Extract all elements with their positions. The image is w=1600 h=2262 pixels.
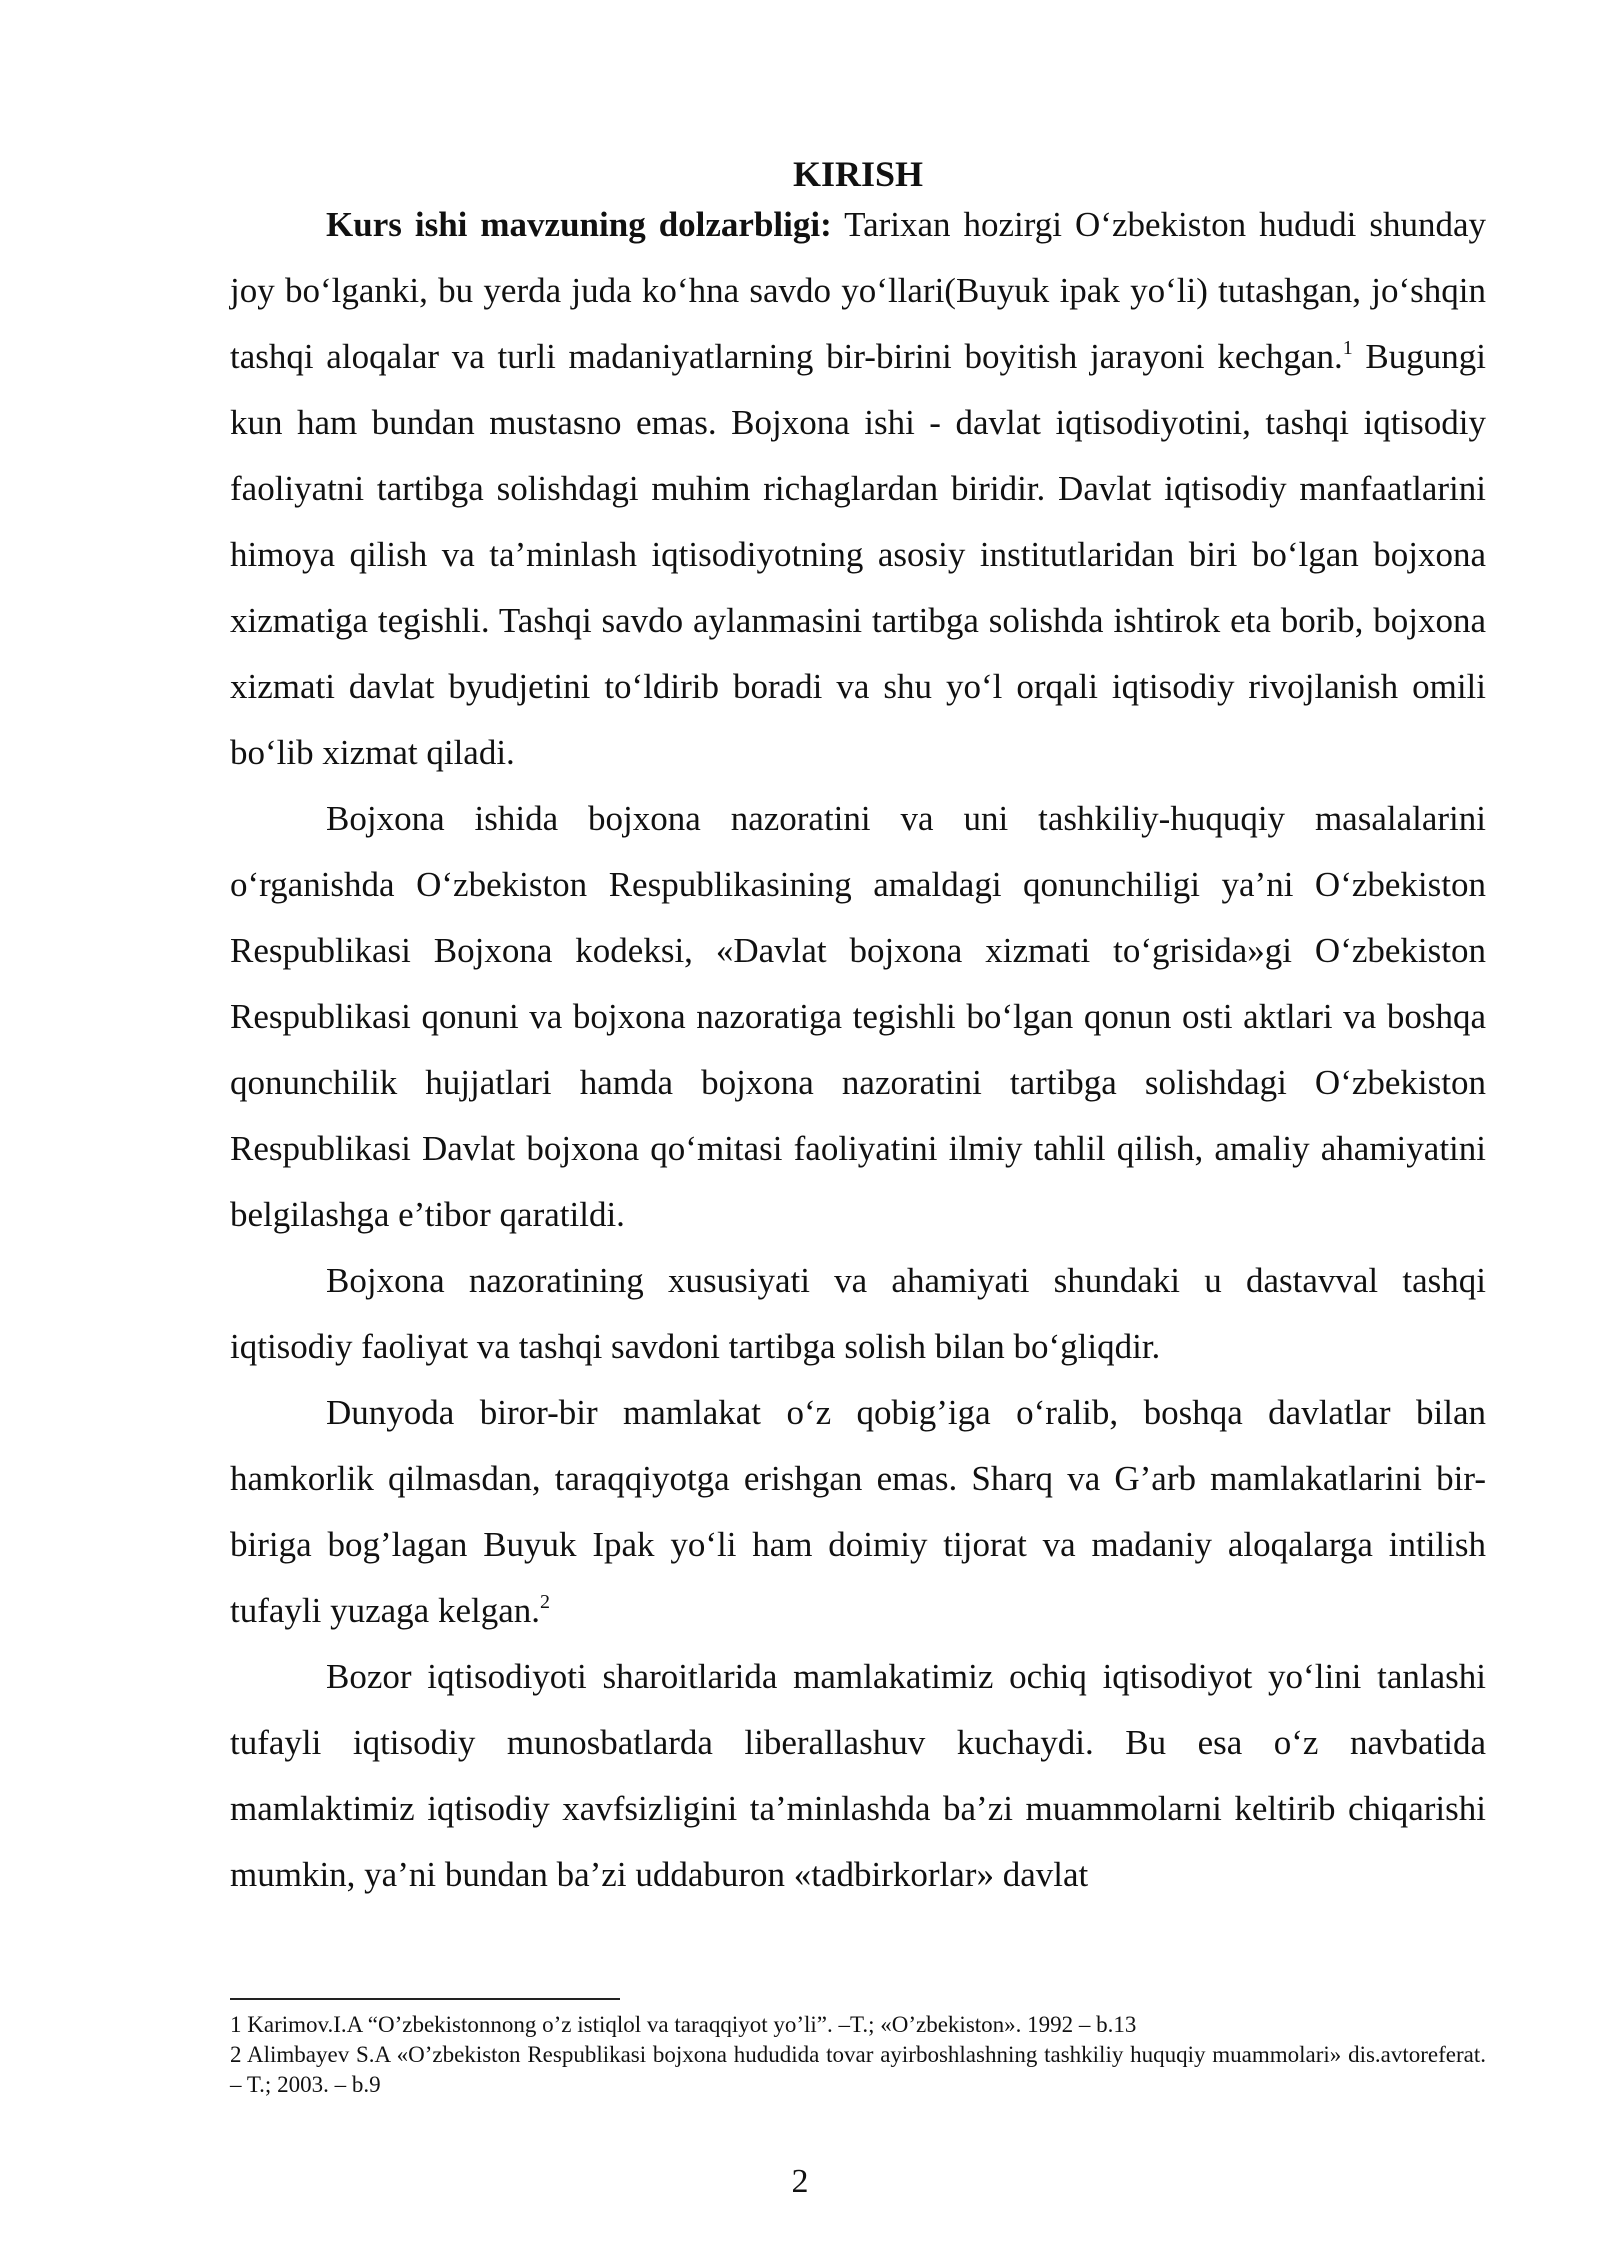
paragraph-4 bbox=[230, 1380, 1486, 1644]
paragraph-5: Bozor iqtisodiyoti sharoitlarida mamlakatimiz ochiq iqtisodiyot yo‘lini tanlashi tufayli iqtisodiy munosbatlarda liberallashuv kuchaydi. Bu esa o‘z navbatida mamlaktimiz iqtisodiy xavfsizligini ta’minlashda ba’zi muammolarni keltirib chiqarishi mumkin, ya’ni bundan ba’zi uddaburon «tadbirkorlar» davlat bbox=[230, 1657, 1486, 1894]
paragraph-text-after: Bugungi kun ham bundan mustasno emas. Bojxona ishi - davlat iqtisodiyotini, tashqi iqtisodiy faoliyatni tartibga solishdagi muhim richaglardan biridir. Davlat iqtisodiy manfaatlarini himoya qilish va ta’minlash iqtisodiyotning asosiy institutlaridan biri bo‘lgan bojxona xizmatiga tegishli. Tashqi savdo aylanmasini tartibga solishda ishtirok eta borib, bojxona xizmati davlat byudjetini to‘ldirib boradi va shu yo‘l orqali iqtisodiy rivojlanish omili bo‘lib xizmat qiladi. bbox=[230, 337, 1486, 772]
footnote-ref-1[interactable]: 1 bbox=[1342, 337, 1353, 359]
footnote-separator bbox=[230, 1998, 620, 2000]
paragraph-text: Tarixan hozirgi O‘zbekiston hududi shunday joy bo‘lganki, bu yerda juda ko‘hna savdo yo‘llari(Buyuk ipak yo‘li) tutashgan, jo‘shqin tashqi aloqalar va turli madaniyatlarning bir-birini boyitish jarayoni kechgan. bbox=[230, 205, 1486, 376]
footnote-ref-2[interactable]: 2 bbox=[540, 1591, 551, 1613]
paragraph-3: Bojxona nazoratining xususiyati va ahamiyati shundaki u dastavval tashqi iqtisodiy faoliyat va tashqi savdoni tartibga solish bilan bo‘gliqdir. bbox=[230, 1261, 1486, 1366]
page-heading: KIRISH bbox=[792, 154, 924, 194]
paragraph-lead: Kurs ishi mavzuning dolzarbligi: bbox=[326, 205, 832, 244]
footnote-2: 2 Alimbayev S.A «O’zbekiston Respublikasi bojxona hududida tovar ayirboshlashning tashkiliy huquqiy muammolari» dis.avtoreferat. – T.; 2003. – b.9 bbox=[230, 2042, 1486, 2097]
paragraph-1 bbox=[230, 192, 1486, 786]
page-number: 2 bbox=[791, 2163, 809, 2200]
paragraph-text: Dunyoda biror-bir mamlakat o‘z qobig’iga o‘ralib, boshqa davlatlar bilan hamkorlik qilmasdan, taraqqiyotga erishgan emas. Sharq va G’arb mamlakatlarini bir-biriga bog’lagan Buyuk Ipak yo‘li ham doimiy tijorat va madaniy aloqalarga intilish tufayli yuzaga kelgan. bbox=[230, 1393, 1486, 1630]
paragraph-2: Bojxona ishida bojxona nazoratini va uni tashkiliy-huquqiy masalalarini o‘rganishda O‘zbekiston Respublikasining amaldagi qonunchiligi ya’ni O‘zbekiston Respublikasi Bojxona kodeksi, «Davlat bojxona xizmati to‘grisida»gi O‘zbekiston Respublikasi qonuni va bojxona nazoratiga tegishli bo‘lgan qonun osti aktlari va boshqa qonunchilik hujjatlari hamda bojxona nazoratini tartibga solishdagi O‘zbekiston Respublikasi Davlat bojxona qo‘mitasi faoliyatini ilmiy tahlil qilish, amaliy ahamiyatini belgilashga e’tibor qaratildi. bbox=[230, 799, 1486, 1234]
footnote-1: 1 Karimov.I.A “O’zbekistonnong o’z istiqlol va taraqqiyot yo’li”. –T.; «O’zbekiston». 1992 – b.13 bbox=[230, 2012, 1137, 2037]
main-text bbox=[230, 150, 1486, 1908]
footnotes bbox=[230, 2010, 1486, 2100]
